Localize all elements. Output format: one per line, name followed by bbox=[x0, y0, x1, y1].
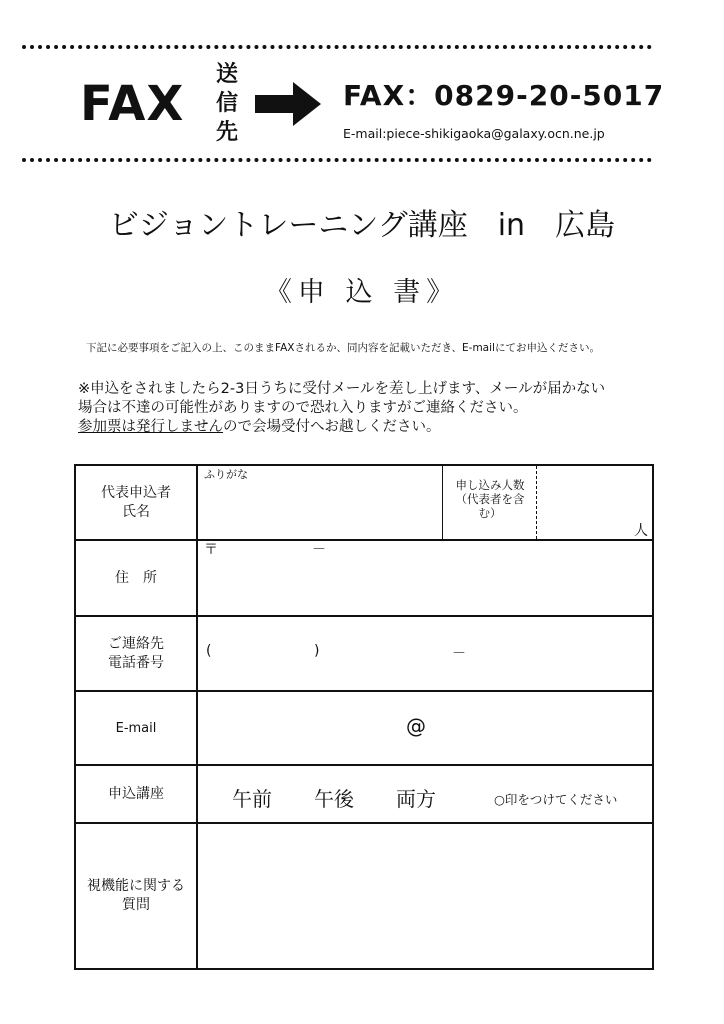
count-dashed-divider bbox=[536, 466, 537, 539]
phone-close-paren: ) bbox=[314, 643, 320, 659]
instruction-text: 下記に必要事項をご記入の上、このままFAXされるか、同内容を記載いただき、E-mailにてお申込ください。 bbox=[86, 342, 600, 354]
phone-label: ご連絡先 電話番号 bbox=[76, 617, 198, 690]
postal-mark: 〒 bbox=[204, 542, 218, 558]
furigana-label: ふりがな bbox=[204, 468, 248, 481]
course-hint: ○印をつけてください bbox=[494, 792, 618, 807]
name-count-divider bbox=[442, 466, 443, 539]
form-row-phone bbox=[76, 617, 652, 692]
fax-label: FAX bbox=[80, 76, 185, 132]
notice-line-1: ※申込をされましたら2-3日うちに受付メールを差し上げます、メールが届かない bbox=[78, 381, 606, 397]
course-label: 申込講座 bbox=[76, 766, 198, 822]
email-label: E-mail bbox=[76, 692, 198, 764]
form-row-email bbox=[76, 692, 652, 766]
address-label: 住 所 bbox=[76, 541, 198, 615]
bottom-dotted-divider bbox=[22, 158, 652, 162]
send-to-label: 送信先 bbox=[215, 62, 238, 145]
notice-underlined: 参加票は発行しません bbox=[78, 419, 223, 435]
notice-line-3 bbox=[78, 418, 605, 437]
course-option-am[interactable]: 午前 bbox=[232, 787, 272, 811]
name-label: 代表申込者 氏名 bbox=[76, 466, 198, 539]
top-dotted-divider bbox=[22, 45, 652, 49]
contact-email: E-mail:piece-shikigaoka@galaxy.ocn.ne.jp bbox=[343, 126, 605, 141]
notice-line-2: 場合は不達の可能性がありますので恐れ入りますがご連絡ください。 bbox=[78, 400, 528, 416]
phone-field[interactable] bbox=[200, 621, 650, 687]
count-unit: 人 bbox=[634, 523, 648, 539]
fax-number: FAX：0829-20-5017 bbox=[343, 79, 665, 112]
phone-dash: － bbox=[452, 646, 466, 662]
question-label: 視機能に関する 質問 bbox=[76, 824, 198, 968]
page-title: ビジョントレーニング講座 in 広島 bbox=[108, 208, 616, 243]
page-subtitle: 《申 込 書》 bbox=[264, 277, 460, 308]
notice-line-3-rest: ので会場受付へお越しください。 bbox=[223, 419, 441, 435]
form-row-name bbox=[76, 466, 652, 541]
count-label: 申し込み人数 （代表者を含 む） bbox=[455, 478, 525, 520]
form-row-question bbox=[76, 824, 652, 968]
email-field[interactable] bbox=[200, 696, 650, 762]
question-field[interactable] bbox=[200, 828, 650, 964]
course-option-pm[interactable]: 午後 bbox=[314, 787, 354, 811]
name-field[interactable] bbox=[200, 480, 442, 538]
notice-block bbox=[78, 380, 605, 437]
form-row-address bbox=[76, 541, 652, 617]
form-row-course bbox=[76, 766, 652, 824]
address-field[interactable] bbox=[200, 557, 650, 613]
course-option-both[interactable]: 両方 bbox=[396, 787, 436, 811]
phone-open-paren: ( bbox=[206, 643, 212, 659]
postal-dash: － bbox=[312, 542, 326, 558]
at-mark: @ bbox=[406, 714, 426, 738]
right-arrow-icon bbox=[255, 80, 323, 128]
application-form bbox=[74, 464, 654, 970]
